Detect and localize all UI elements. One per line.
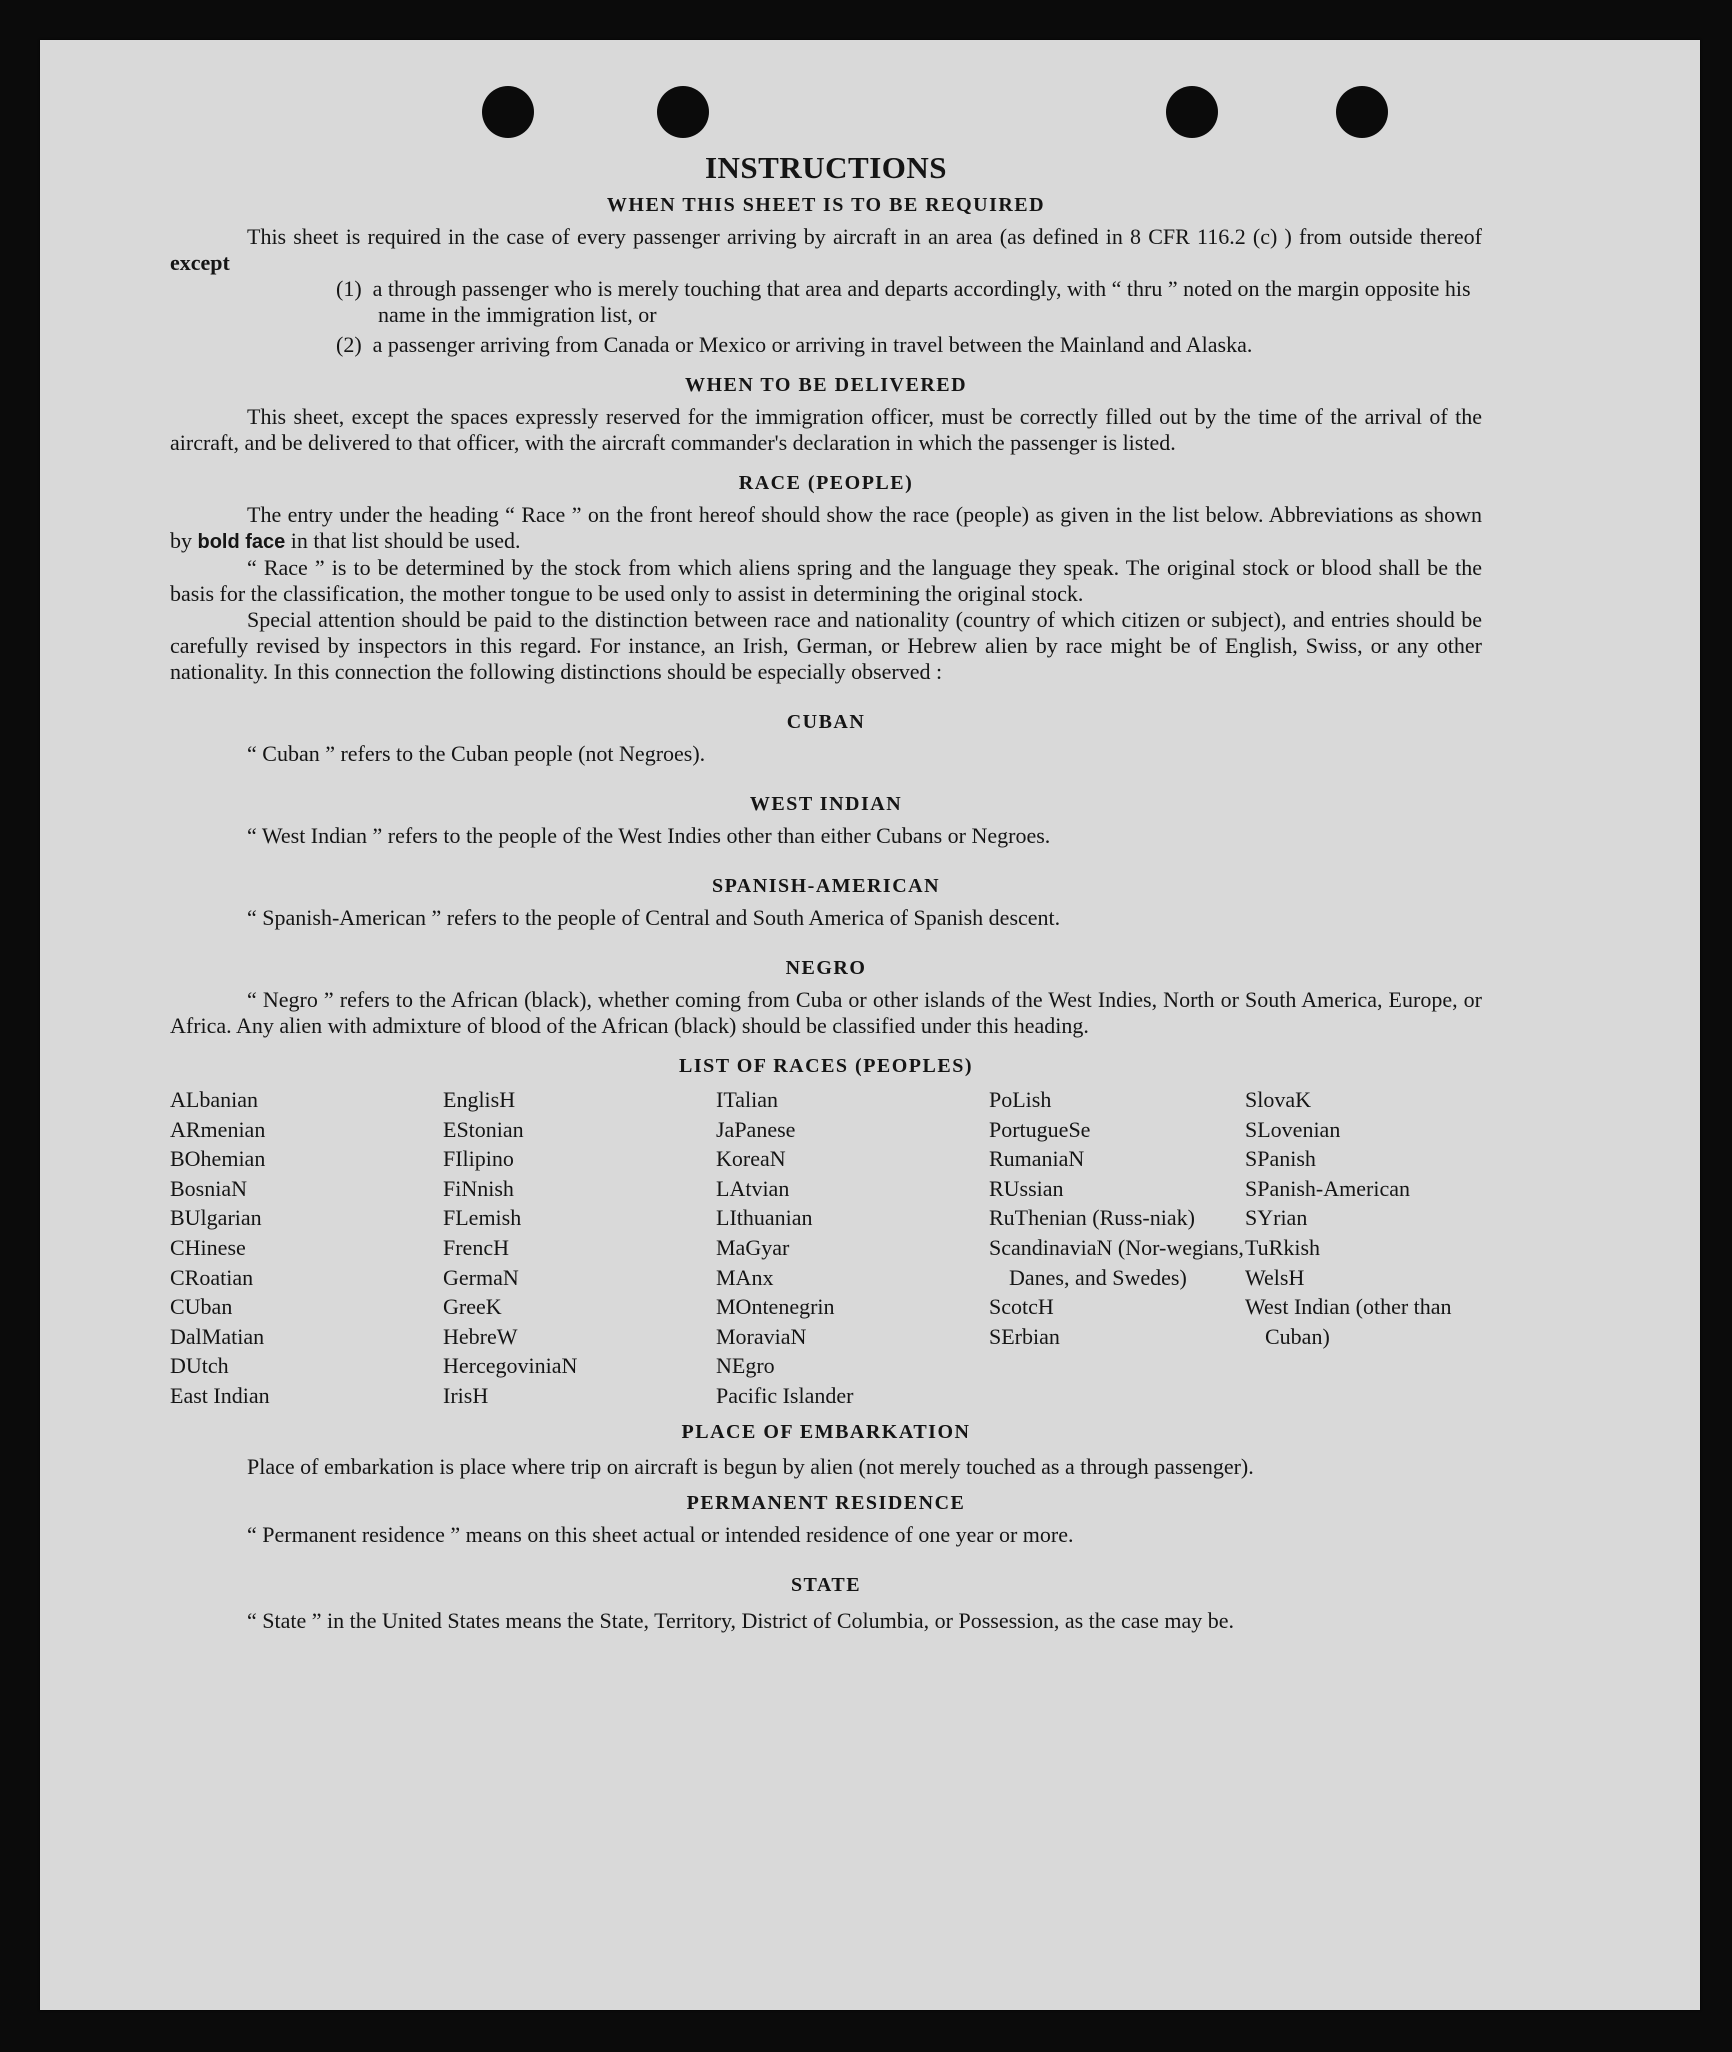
- race-entry: RuThenian (Russ-niak): [989, 1205, 1195, 1231]
- races-column-5: [1245, 1085, 1482, 1411]
- race-entry: SPanish: [1245, 1146, 1316, 1172]
- race-paragraph-3: Special attention should be paid to the distinction between race and nationality (country of which citizen or subject), and entries should be carefully revised by inspectors in this regard. For instance, an Irish, German, or Hebrew alien by race might be of English, Swiss, or any other nationality. In this connection the following distinctions should be especially observed :: [170, 607, 1482, 684]
- race-entry: ITalian: [716, 1087, 778, 1112]
- race-entry: FiNnish: [443, 1175, 514, 1201]
- race-entry: DalMatian: [170, 1323, 265, 1349]
- race-entry: PortugueSe: [989, 1116, 1091, 1142]
- race-entry: SlovaK: [1245, 1087, 1311, 1112]
- race-entry: SPanish-American: [1245, 1175, 1410, 1201]
- race-entry: SYrian: [1245, 1205, 1308, 1231]
- race-entry: LIthuanian: [716, 1205, 813, 1231]
- race-entry: FIlipino: [443, 1146, 514, 1172]
- race-entry: MAnx: [716, 1264, 774, 1290]
- race-entry: BUlgarian: [170, 1205, 262, 1231]
- race-entry: KoreaN: [716, 1146, 786, 1172]
- required-intro: This sheet is required in the case of every passenger arriving by aircraft in an area (as defined in 8 CFR 116.2 (c) ) from outside thereof except: [170, 224, 1482, 275]
- negro-text: “ Negro ” refers to the African (black), whether coming from Cuba or other islands of the West Indies, North or South America, Europe, or Africa. Any alien with admixture of blood of the African (black) should be classified under this heading.: [170, 987, 1482, 1038]
- west-indian-text: “ West Indian ” refers to the people of the West Indies other than either Cubans or Negroes.: [247, 823, 1051, 848]
- races-column-4: [989, 1085, 1245, 1411]
- race-entry: FLemish: [443, 1205, 522, 1231]
- races-column-2: [443, 1085, 716, 1411]
- race-entry: EStonian: [443, 1116, 524, 1142]
- race-entry: ScandinaviaN (Nor-wegians, Danes, and Swedes): [989, 1234, 1244, 1290]
- race-entry: SErbian: [989, 1323, 1060, 1349]
- race-entry: GreeK: [443, 1294, 502, 1320]
- race-entry: RUssian: [989, 1175, 1064, 1201]
- race-entry: GermaN: [443, 1264, 519, 1290]
- heading-west-indian: WEST INDIAN: [749, 793, 903, 815]
- race-entry: HebreW: [443, 1323, 518, 1349]
- race-entry: IrisH: [443, 1382, 489, 1408]
- punch-hole: [1166, 86, 1218, 138]
- race-paragraph-2: “ Race ” is to be determined by the stock from which aliens spring and the language they speak. The original stock or blood shall be the basis for the classification, the mother tongue to be used only to assist in determining the original stock.: [170, 555, 1482, 606]
- spanish-american-text: “ Spanish-American ” refers to the people of Central and South America of Spanish descent.: [247, 905, 1061, 930]
- instructions-content: [170, 150, 1482, 1637]
- race-entry: ARmenian: [170, 1116, 266, 1142]
- race-entry: CHinese: [170, 1234, 246, 1260]
- heading-delivered: WHEN TO BE DELIVERED: [684, 374, 968, 396]
- race-entry: DUtch: [170, 1353, 229, 1379]
- race-paragraph-1: The entry under the heading “ Race ” on the front hereof should show the race (people) as given in the list below. Abbreviations as shown by bold face in that list should be used.: [170, 502, 1482, 553]
- race-entry: BOhemian: [170, 1146, 266, 1172]
- race-entry: JaPanese: [716, 1116, 796, 1142]
- race-entry: ScotcH: [989, 1294, 1054, 1320]
- embarkation-text: Place of embarkation is place where trip on aircraft is begun by alien (not merely touched as a through passenger).: [247, 1453, 1254, 1479]
- race-entry: LAtvian: [716, 1175, 790, 1201]
- race-entry: EnglisH: [443, 1087, 516, 1112]
- race-entry: HercegoviniaN: [443, 1353, 578, 1379]
- race-entry: MaGyar: [716, 1234, 790, 1260]
- race-entry: ALbanian: [170, 1087, 258, 1112]
- race-entry: RumaniaN: [989, 1146, 1085, 1172]
- race-entry: West Indian (other than Cuban): [1245, 1294, 1452, 1349]
- required-item-2: (2) a passenger arriving from Canada or Mexico or arriving in travel between the Mainland and Alaska.: [336, 332, 1253, 357]
- heading-race: RACE (PEOPLE): [738, 472, 914, 494]
- heading-cuban: CUBAN: [786, 711, 866, 733]
- punch-hole: [657, 86, 709, 138]
- race-entry: East Indian: [170, 1382, 270, 1408]
- races-list: [170, 1085, 1482, 1411]
- punch-hole: [482, 86, 534, 138]
- race-entry: FrencH: [443, 1234, 509, 1260]
- delivered-text: This sheet, except the spaces expressly reserved for the immigration officer, must be correctly filled out by the time of the arrival of the aircraft, and be delivered to that officer, with the aircraft commander's declaration in which the passenger is listed.: [170, 404, 1482, 455]
- heading-negro: NEGRO: [785, 957, 867, 979]
- page-title: INSTRUCTIONS: [704, 150, 947, 185]
- race-entry: BosniaN: [170, 1175, 247, 1201]
- heading-state: STATE: [790, 1573, 862, 1596]
- race-entry: SLovenian: [1245, 1116, 1341, 1142]
- heading-required: WHEN THIS SHEET IS TO BE REQUIRED: [606, 194, 1046, 216]
- heading-residence: PERMANENT RESIDENCE: [686, 1491, 966, 1514]
- heading-spanish-american: SPANISH-AMERICAN: [711, 875, 941, 897]
- heading-races-list: LIST OF RACES (PEOPLES): [678, 1055, 973, 1077]
- heading-embarkation: PLACE OF EMBARKATION: [681, 1420, 971, 1443]
- cuban-text: “ Cuban ” refers to the Cuban people (not Negroes).: [247, 741, 706, 766]
- races-column-1: [170, 1085, 443, 1411]
- residence-text: “ Permanent residence ” means on this sheet actual or intended residence of one year or more.: [247, 1521, 1074, 1547]
- race-entry: MOntenegrin: [716, 1294, 835, 1320]
- race-entry: TuRkish: [1245, 1234, 1321, 1260]
- race-entry: CRoatian: [170, 1264, 254, 1290]
- race-entry: Pacific Islander: [716, 1382, 854, 1408]
- race-entry: CUban: [170, 1294, 233, 1320]
- race-entry: NEgro: [716, 1353, 775, 1379]
- state-text: “ State ” in the United States means the State, Territory, District of Columbia, or Possession, as the case may be.: [247, 1607, 1235, 1633]
- required-item-1: (1) a through passenger who is merely touching that area and departs accordingly, with “ thru ” noted on the margin opposite his name in the immigration list, or: [336, 276, 1471, 327]
- race-entry: WelsH: [1245, 1264, 1305, 1290]
- race-entry: MoraviaN: [716, 1323, 807, 1349]
- races-column-3: [716, 1085, 989, 1411]
- race-entry: PoLish: [989, 1087, 1052, 1112]
- punch-hole: [1336, 86, 1388, 138]
